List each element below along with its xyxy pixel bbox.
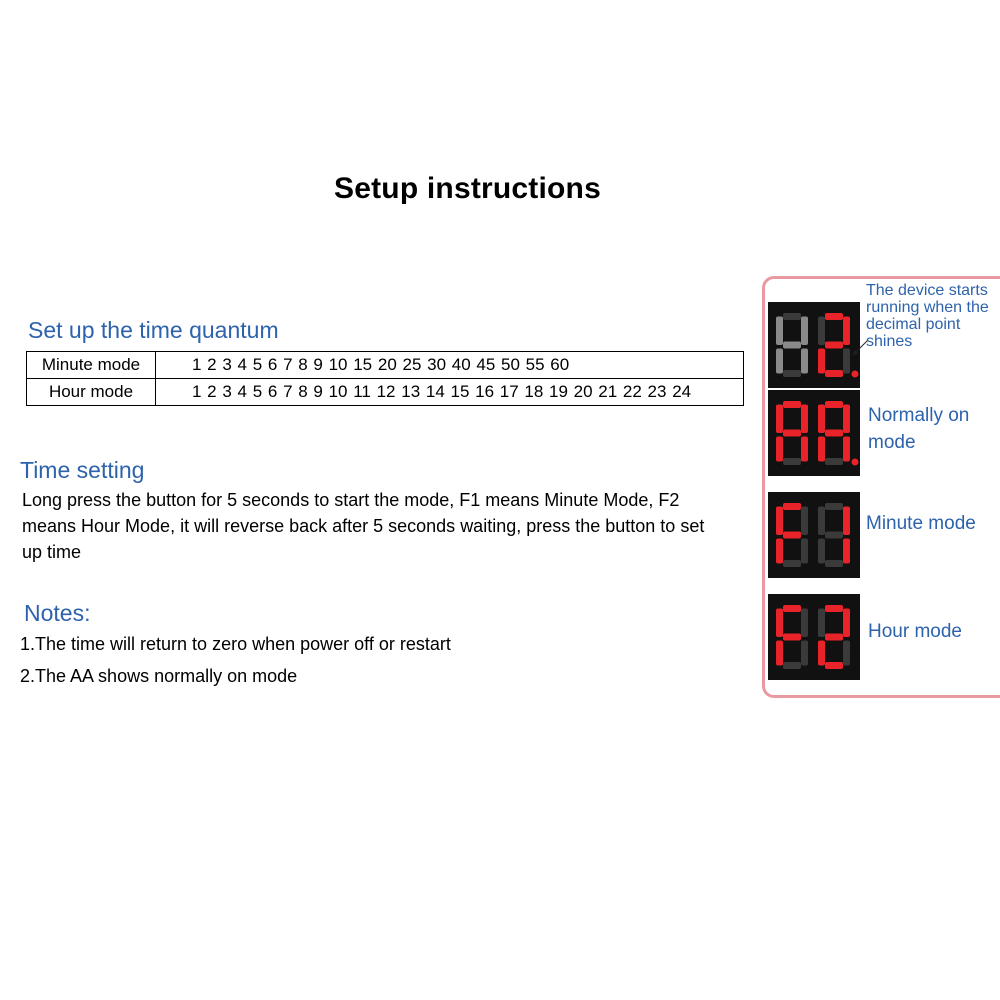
segment-c — [843, 641, 850, 666]
segment-f — [818, 405, 825, 434]
decimal-point — [852, 459, 859, 466]
segment-e — [818, 349, 825, 374]
segment-a — [783, 503, 801, 510]
mode-values: 1 2 3 4 5 6 7 8 9 10 11 12 13 14 15 16 17 18 19 20 21 22 23 24 — [156, 379, 744, 406]
seven-segment-display — [768, 492, 860, 578]
seven-segment-display — [768, 390, 860, 476]
segment-g — [783, 532, 801, 539]
segment-c — [801, 641, 808, 666]
table-row — [27, 352, 744, 379]
segment-g — [783, 634, 801, 641]
segment-f — [776, 405, 783, 434]
notes-heading: Notes: — [24, 600, 91, 626]
display-aa — [768, 390, 860, 476]
segment-c — [843, 539, 850, 564]
display-caption: The device starts running when the decimal point shines — [866, 282, 989, 350]
segment-b — [843, 609, 850, 638]
note-item: 1.The time will return to zero when power off or restart — [20, 634, 451, 654]
segment-d — [825, 662, 843, 669]
segment-c — [801, 539, 808, 564]
seven-segment-display — [768, 302, 860, 388]
page-title: Setup instructions — [334, 172, 601, 205]
segment-b — [843, 317, 850, 346]
segment-f — [776, 507, 783, 536]
segment-f — [818, 609, 825, 638]
mode-values: 1 2 3 4 5 6 7 8 9 10 15 20 25 30 40 45 50 55 60 — [156, 352, 744, 379]
display-caption: Normally on mode — [868, 405, 970, 453]
table-row — [27, 379, 744, 406]
segment-d — [825, 458, 843, 465]
segment-c — [843, 437, 850, 462]
segment-a — [783, 401, 801, 408]
segment-e — [776, 349, 783, 374]
seven-segment-display — [768, 594, 860, 680]
segment-f — [818, 317, 825, 346]
display-caption: Hour mode — [868, 621, 962, 642]
time-setting-text: Long press the button for 5 seconds to start the mode, F1 means Minute Mode, F2 means Hour Mode, it will reverse back after 5 seconds waiting, press the button to set up time — [22, 490, 705, 562]
segment-e — [818, 539, 825, 564]
segment-a — [783, 313, 801, 320]
segment-g — [783, 430, 801, 437]
segment-g — [783, 342, 801, 349]
segment-b — [843, 405, 850, 434]
time-quantum-heading: Set up the time quantum — [28, 317, 279, 343]
segment-c — [801, 349, 808, 374]
segment-d — [783, 458, 801, 465]
decimal-point — [852, 371, 859, 378]
segment-g — [825, 342, 843, 349]
segment-d — [783, 370, 801, 377]
display-caption: Minute mode — [866, 513, 976, 534]
segment-f — [776, 609, 783, 638]
segment-c — [843, 349, 850, 374]
segment-g — [825, 634, 843, 641]
segment-a — [825, 605, 843, 612]
time-setting-heading: Time setting — [20, 457, 145, 483]
mode-label: Minute mode — [27, 352, 156, 379]
segment-g — [825, 532, 843, 539]
segment-f — [818, 507, 825, 536]
mode-label: Hour mode — [27, 379, 156, 406]
segment-e — [776, 641, 783, 666]
segment-e — [818, 641, 825, 666]
segment-a — [825, 503, 843, 510]
segment-a — [825, 313, 843, 320]
segment-c — [801, 437, 808, 462]
segment-a — [783, 605, 801, 612]
segment-b — [801, 507, 808, 536]
segment-b — [801, 405, 808, 434]
segment-e — [776, 437, 783, 462]
segment-d — [783, 662, 801, 669]
segment-b — [801, 317, 808, 346]
display-h2 — [768, 302, 860, 388]
segment-b — [843, 507, 850, 536]
note-item: 2.The AA shows normally on mode — [20, 666, 298, 686]
display-f1 — [768, 492, 860, 578]
segment-d — [825, 560, 843, 567]
display-f2 — [768, 594, 860, 680]
segment-d — [825, 370, 843, 377]
segment-f — [776, 317, 783, 346]
segment-a — [825, 401, 843, 408]
segment-g — [825, 430, 843, 437]
segment-b — [801, 609, 808, 638]
time-quantum-table — [26, 351, 744, 406]
segment-e — [776, 539, 783, 564]
segment-e — [818, 437, 825, 462]
segment-d — [783, 560, 801, 567]
